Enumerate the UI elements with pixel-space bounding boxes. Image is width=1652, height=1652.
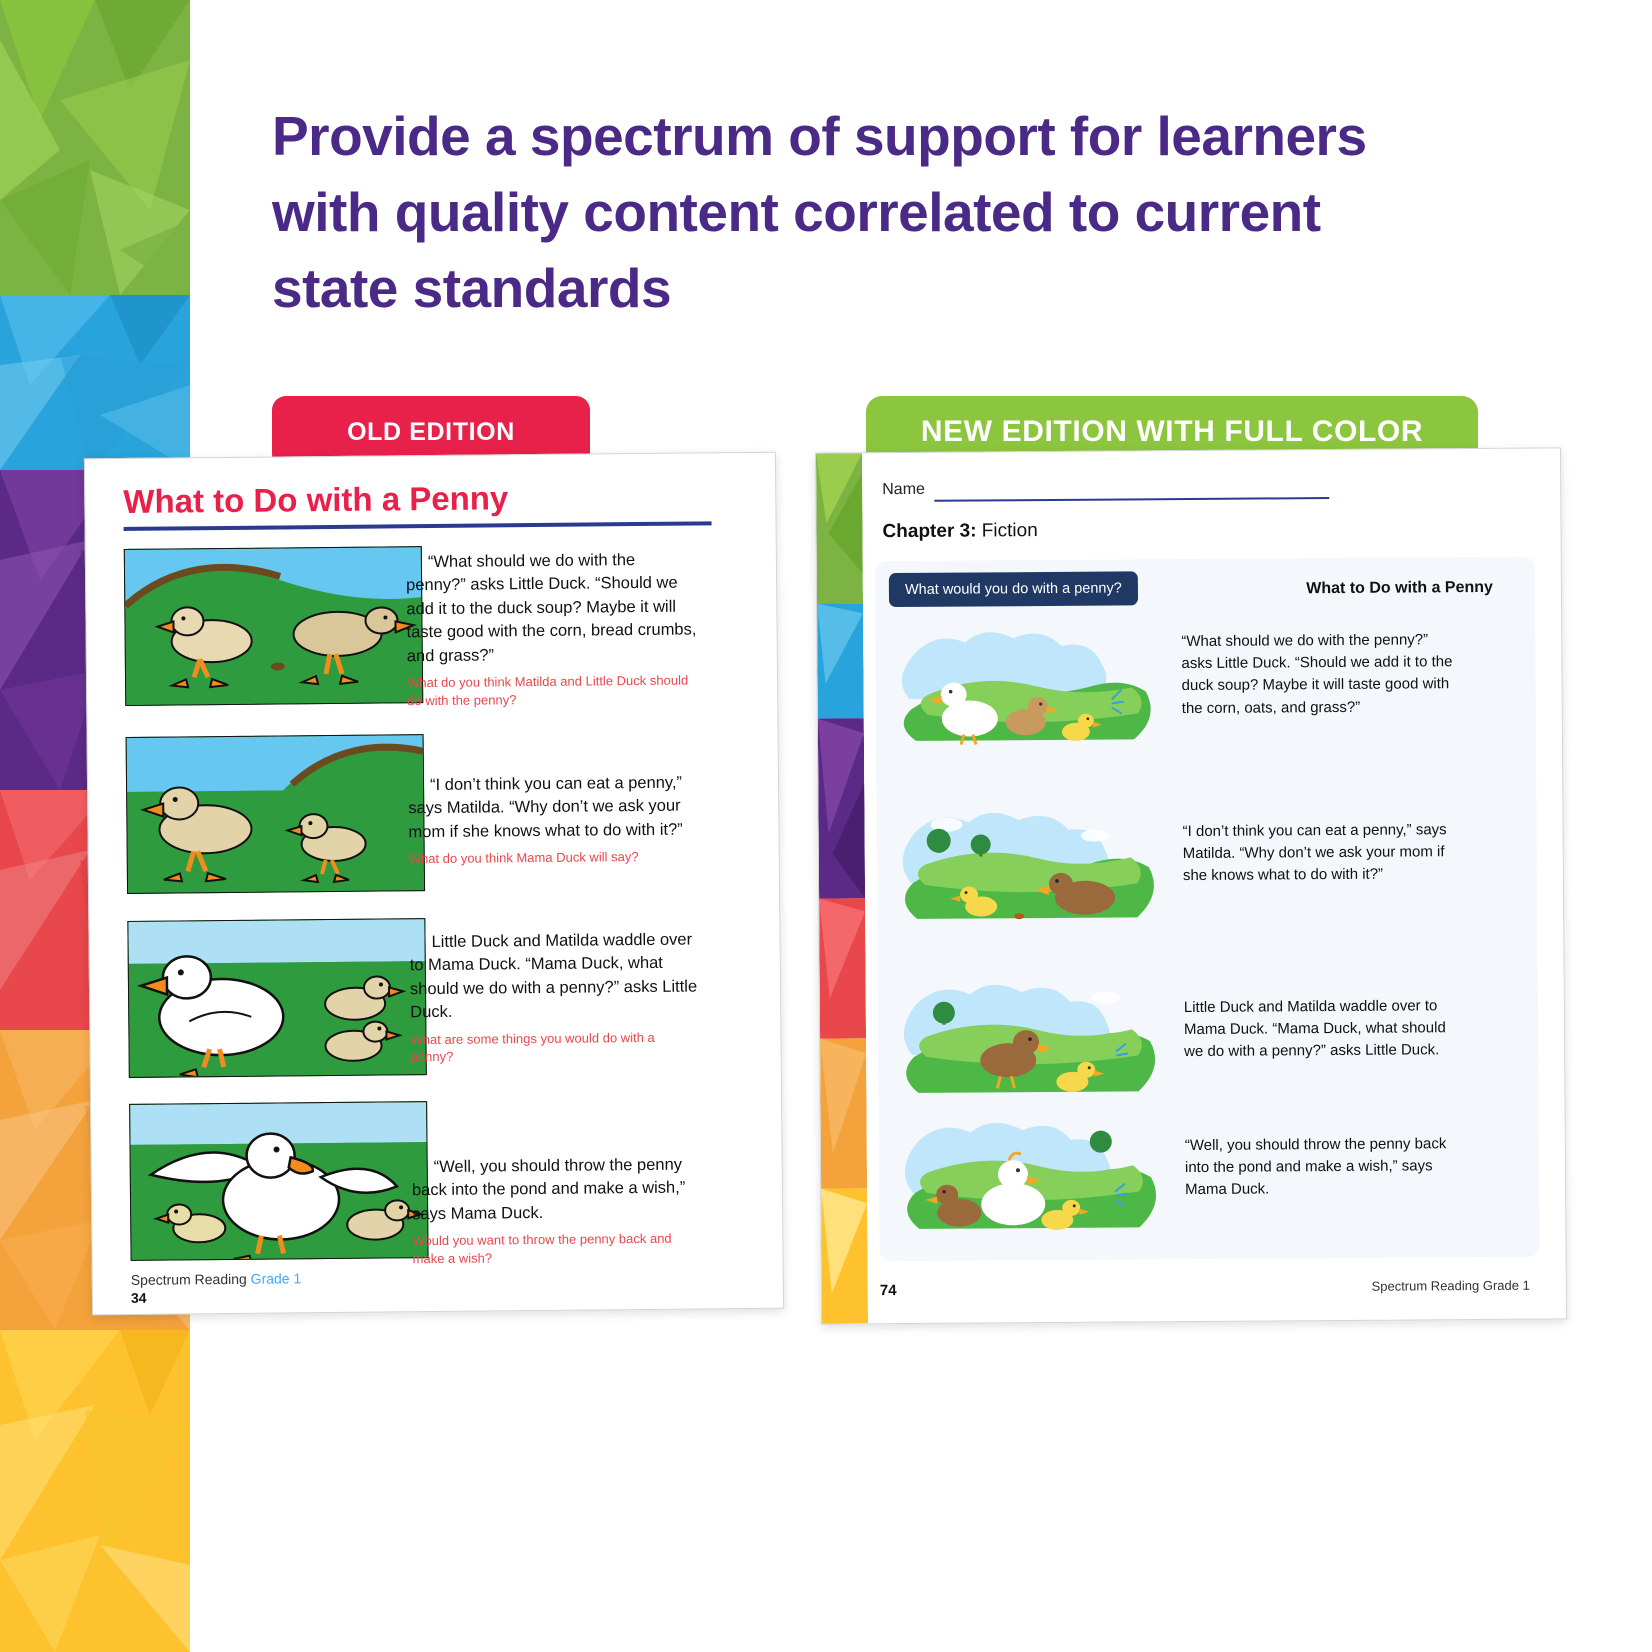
old-row-2-question: What do you think Mama Duck will say? bbox=[408, 849, 639, 867]
old-illustration-3 bbox=[127, 918, 426, 1078]
new-row-3-text: Little Duck and Matilda waddle over to Mama Duck. “Mama Duck, what should we do with a penny?” asks Little Duck. bbox=[1183, 997, 1446, 1061]
color-two-brown-ducks-illustration-icon bbox=[900, 971, 1159, 1115]
new-row-2-text: “I don’t think you can eat a penny,” says Matilda. “Why don’t we ask your mom if she knows what to do with it?” bbox=[1182, 821, 1447, 885]
old-footer-series: Spectrum Reading bbox=[130, 1270, 251, 1288]
duck-and-duckling-walking-illustration-icon bbox=[127, 735, 424, 893]
green-facets-icon bbox=[0, 0, 190, 295]
prereading-question-pill: What would you do with a penny? bbox=[889, 571, 1138, 607]
new-story-panel bbox=[875, 557, 1540, 1262]
old-row-1-body: “What should we do with the penny?” asks Little Duck. “Should we add it to the duck soup? Maybe it will taste good with the corn, bread crumbs, and grass?” bbox=[406, 551, 697, 665]
color-white-duck-and-ducklings-illustration-icon bbox=[897, 621, 1156, 765]
old-row-2-text bbox=[408, 771, 699, 868]
page-headline: Provide a spectrum of support for learners with quality content correlated to current state standards bbox=[272, 104, 1367, 319]
old-illustration-1 bbox=[124, 546, 423, 706]
old-row-2-body: “I don’t think you can eat a penny,” says Matilda. “Why don’t we ask your mom if she knows what to do with it?” bbox=[408, 773, 683, 842]
new-page-edge-facets-icon bbox=[816, 453, 868, 1323]
new-page-footer: Spectrum Reading Grade 1 bbox=[1371, 1277, 1530, 1294]
new-illustration-4 bbox=[901, 1107, 1160, 1251]
new-illustration-1 bbox=[897, 621, 1156, 765]
old-row-3-body: Little Duck and Matilda waddle over to Mama Duck. “Mama Duck, what should we do with a penny?” asks Little Duck. bbox=[409, 930, 698, 1022]
old-row-3-text bbox=[409, 928, 700, 1066]
name-input-line[interactable] bbox=[934, 497, 1329, 502]
old-page-title: What to Do with a Penny bbox=[123, 479, 509, 520]
old-row-4-question: Would you want to throw the penny back and make a wish? bbox=[412, 1231, 672, 1267]
old-row-3-question: What are some things you would do with a penny? bbox=[410, 1029, 655, 1065]
old-footer-grade: Grade 1 bbox=[250, 1270, 302, 1287]
old-illustration-2 bbox=[126, 734, 425, 894]
old-row-1-question: What do you think Matilda and Little Duck should do with the penny? bbox=[407, 672, 689, 708]
tab-new-edition-label: NEW EDITION WITH FULL COLOR bbox=[920, 415, 1424, 448]
new-edition-page bbox=[815, 447, 1567, 1324]
blue-facets-icon bbox=[0, 295, 190, 470]
old-page-footer bbox=[131, 1270, 302, 1288]
chapter-label: Chapter 3: bbox=[882, 520, 977, 543]
old-row-1-text bbox=[406, 548, 698, 709]
new-row-1-text: “What should we do with the penny?” asks Little Duck. “Should we add it to the duck soup? Maybe it will taste good with the corn, oats, and grass?” bbox=[1181, 631, 1453, 717]
new-page-number: 74 bbox=[879, 1282, 897, 1300]
two-ducks-on-grass-illustration-icon bbox=[125, 547, 422, 705]
color-duckling-and-brown-duck-illustration-icon bbox=[898, 797, 1157, 941]
color-duck-family-illustration-icon bbox=[901, 1107, 1160, 1251]
yellow-facets-icon bbox=[0, 1330, 190, 1652]
old-illustration-4 bbox=[129, 1101, 428, 1261]
title-divider bbox=[124, 521, 712, 531]
strip-band-blue bbox=[0, 295, 190, 470]
name-field-label: Name bbox=[882, 480, 925, 499]
old-row-4-text bbox=[412, 1153, 703, 1267]
chapter-heading bbox=[882, 520, 1037, 543]
new-page-color-edge bbox=[816, 453, 868, 1323]
old-row-4-body: “Well, you should throw the penny back into the pond and make a wish,” says Mama Duck. bbox=[411, 1155, 686, 1224]
chapter-value: Fiction bbox=[976, 520, 1038, 542]
new-story-title: What to Do with a Penny bbox=[1306, 578, 1493, 598]
new-illustration-2 bbox=[898, 797, 1157, 941]
mama-duck-spreading-wings-illustration-icon bbox=[130, 1102, 427, 1260]
strip-band-green bbox=[0, 0, 190, 295]
tab-old-edition-label: OLD EDITION bbox=[347, 417, 515, 446]
new-illustration-3 bbox=[900, 971, 1159, 1115]
old-edition-page bbox=[84, 452, 784, 1316]
old-page-number: 34 bbox=[130, 1289, 147, 1306]
strip-band-yellow bbox=[0, 1330, 190, 1652]
new-row-4-text: “Well, you should throw the penny back into the pond and make a wish,” says Mama Duck. bbox=[1184, 1135, 1447, 1199]
mama-duck-with-ducklings-illustration-icon bbox=[128, 919, 425, 1077]
